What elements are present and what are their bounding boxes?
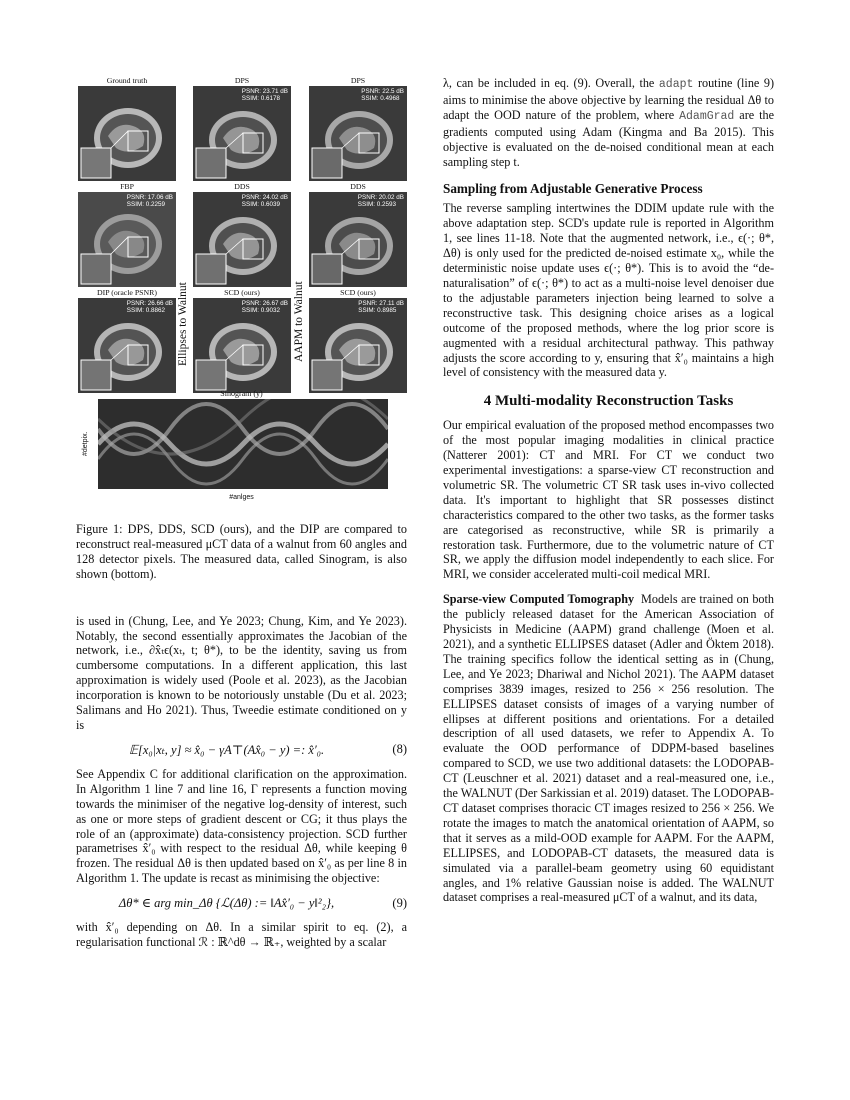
- right-paragraph-2: The reverse sampling intertwines the DDIM update rule with the above adaptation step. SCD's update rule is reported in Algorithm 1, see lines 11-18. Note that the augmented network, i.e., ϵ(·; θ*, Δθ) is only used for the predicted de-noised estimate x₀, while the deterministic noise update uses ϵ(·; θ*). This is to avoid the “de-naturalisation” of ϵ(·; θ*) to act as a multi-noise level denoiser due to the adjustable parameters injection being learned to solve a reconstructive task. This designing choice arises as a logical outcome of the proposed methods, where the log prior score is augmented with a residual architectural pathway. This pathway adjusts the score according to y, ensuring that x̂′₀ maintains a high level of consistency with the measured data y.: [443, 201, 774, 380]
- panel-dps-ellipses: [193, 76, 291, 181]
- walnut-image: [309, 192, 407, 287]
- walnut-image: [193, 86, 291, 181]
- psnr-value: PSNR: 20.02 dB: [357, 194, 404, 201]
- left-paragraph-1: is used in (Chung, Lee, and Ye 2023; Chung, Kim, and Ye 2023). Notably, the second essentially approximates the Jacobian of the network, i.e., ∂x̂ₜϵ(xₜ, t; θ*), to be the identity, saving us from cumbersome computations. In a different application, this last approximation is widely used (Poole et al. 2023), as the Jacobian incorporation is known to be notoriously unstable (Du et al. 2023; Salimans and Ho 2021). Thus, Tweedie estimate conditioned on y is: [76, 613, 407, 732]
- panel-title: DDS: [350, 182, 366, 191]
- code-adapt: adapt: [658, 78, 694, 91]
- section-heading-4: 4 Multi-modality Reconstruction Tasks: [483, 393, 734, 410]
- right-paragraph-4: [443, 592, 774, 905]
- left-paragraph-3: with x̂′₀ depending on Δθ. In a similar spirit to eq. (2), a regularisation functional ℛ : ℝ^dθ → ℝ₊, weighted by a scalar: [76, 920, 407, 950]
- panel-title: DDS: [234, 182, 250, 191]
- text-run: Models are trained on both the publicly released dataset for the American Association of Physicists in Medicine (AAPM) grand challenge (Moen et al. 2021), and a synthetic ELLIPSES dataset (Adler and Öktem 2018). The training specifics follow the identical setting as in (Chung, Lee, and Ye 2023; Dhariwal and Nichol 2021). The AAPM dataset comprises 3839 images, resized to 256 × 256 resolution. The ELLIPSES dataset consists of images of a varying number of ellipses at different positions and orientations. For a detailed description of all used datasets, we refer to Appendix A. To evaluate the OOD performance of DDPM-based baselines compared to SCD, we use two additional datasets: the LODOPAB-CT (Leuschner et al. 2021) dataset and a real-measured one, i.e., the WALNUT (Der Sarkissian et al. 2019) dataset. The LODOPAB-CT dataset comprises thoracic CT images resized to 256 × 256. We rotate the images to match the anatomical orientation of AAPM, so that it serves as a mild-OOD example for AAPM. For the AAPM, ELLIPSES, and LODOPAB-CT datasets, the measured data is simulated via a parallel-beam geometry using 60 equidistant angles, and 1% relative Gaussian noise is added. The WALNUT dataset comprises a real-measured μCT of a walnut, and its data,: [443, 592, 774, 905]
- runin-heading: Sparse-view Computed Tomography: [443, 592, 635, 607]
- walnut-image: [309, 298, 407, 393]
- panel-scd-ellipses: [193, 288, 291, 393]
- label-aapm-to-walnut: AAPM to Walnut: [293, 281, 305, 362]
- ssim-value: SSIM: 0.8985: [358, 307, 397, 315]
- walnut-image: [193, 192, 291, 287]
- figure-caption: Figure 1: DPS, DDS, SCD (ours), and the DIP are compared to reconstruct real-measured μCT data of a walnut from 60 angles and 128 detector pixels. The measured data, called Sinogram, is also shown (bottom).: [76, 522, 407, 581]
- panel-title: SCD (ours): [224, 288, 260, 297]
- text-run: routine (line 9) aims to minimise the above objective by learning the residual Δθ to adapt the OOD nature of the problem, where: [443, 76, 775, 122]
- sinogram-image: [98, 399, 388, 489]
- metric-readout: [242, 88, 288, 103]
- metric-readout: [127, 300, 173, 315]
- equation-8-number: (8): [392, 742, 407, 757]
- sinogram-ylabel: #detpix.: [82, 431, 89, 456]
- panel-title: DPS: [234, 76, 250, 85]
- ssim-value: SSIM: 0.8862: [126, 307, 165, 315]
- equation-9: [76, 895, 407, 911]
- metric-readout: [361, 88, 404, 103]
- ssim-value: SSIM: 0.9032: [241, 307, 280, 315]
- panel-title: FBP: [120, 182, 134, 191]
- metric-readout: [242, 194, 288, 209]
- walnut-slice-icon: [78, 86, 176, 181]
- metric-readout: [358, 300, 404, 315]
- walnut-image: [78, 298, 176, 393]
- psnr-value: PSNR: 17.06 dB: [126, 194, 173, 201]
- panel-title: Ground truth: [106, 76, 148, 85]
- panel-fbp: [78, 182, 176, 287]
- panel-title: DIP (oracle PSNR): [97, 288, 157, 297]
- psnr-value: PSNR: 24.02 dB: [241, 194, 288, 201]
- metric-readout: [242, 300, 288, 315]
- panel-dps-aapm: [309, 76, 407, 181]
- panel-title: SCD (ours): [340, 288, 376, 297]
- panel-scd-aapm: [309, 288, 407, 393]
- sinogram-icon: [98, 399, 388, 489]
- equation-9-number: (9): [392, 895, 407, 910]
- text-run: λ, can be included in eq. (9). Overall, the: [443, 76, 655, 90]
- ssim-value: SSIM: 0.2593: [357, 201, 396, 209]
- equation-8-body: 𝔼[x₀|xₜ, y] ≈ x̂₀ − γA⊤(Ax̂₀ − y) =: x̂′₀.: [128, 742, 325, 757]
- equation-9-body: Δθ* ∈ arg min_Δθ {ℒ(Δθ) := ‖Ax̂′₀ − y‖²₂},: [118, 896, 335, 911]
- metric-readout: [358, 194, 404, 209]
- walnut-image: [78, 192, 176, 287]
- walnut-image: [193, 298, 291, 393]
- ssim-value: SSIM: 0.6039: [241, 201, 280, 209]
- sinogram-xlabel: #anlges: [229, 494, 254, 501]
- ssim-value: SSIM: 0.2259: [126, 201, 165, 209]
- psnr-value: PSNR: 27.11 dB: [358, 300, 404, 307]
- right-column: [443, 76, 774, 905]
- label-ellipses-to-walnut: Ellipses to Walnut: [177, 282, 189, 366]
- metric-readout: [127, 194, 173, 209]
- left-column: [76, 76, 407, 950]
- panel-dds-aapm: [309, 182, 407, 287]
- text-run: are the gradients computed using Adam (Kingma and Ba 2015). This objective is evaluated on the de-noised conditional mean at each sampling step t.: [443, 107, 774, 169]
- subsection-heading-sampling: Sampling from Adjustable Generative Process: [443, 181, 703, 197]
- panel-ground-truth: [78, 76, 176, 181]
- walnut-image: [309, 86, 407, 181]
- psnr-value: PSNR: 26.67 dB: [241, 300, 288, 307]
- code-adamgrad: AdamGrad: [679, 109, 735, 123]
- psnr-value: PSNR: 23.71 dB: [241, 88, 288, 95]
- panel-title: DPS: [350, 76, 366, 85]
- walnut-image: [78, 86, 176, 181]
- left-paragraph-2: See Appendix C for additional clarification on the approximation. In Algorithm 1 line 7 and line 16, Γ represents a function moving towards the minimiser of the negative log-density of interest, such as one or more steps of gradient descent or CG; it thus plays the role of an (approximate) data-consistency projection. SCD further parametrises x̂′₀ with respect to the residual Δθ, while keeping θ frozen. The residual Δθ is then updated based on x̂′₀ as per line 8 in Algorithm 1. The update is recast as minimising the objective:: [76, 766, 407, 886]
- figure-1: [76, 76, 407, 506]
- psnr-value: PSNR: 26.66 dB: [126, 300, 173, 307]
- right-paragraph-1: [443, 76, 774, 169]
- panel-dds-ellipses: [193, 182, 291, 287]
- panel-dip: [78, 288, 176, 393]
- sinogram-title: Sinogram (y): [220, 389, 263, 398]
- equation-8: [76, 742, 407, 758]
- ssim-value: SSIM: 0.4968: [361, 95, 400, 103]
- ssim-value: SSIM: 0.6178: [241, 95, 280, 103]
- psnr-value: PSNR: 22.5 dB: [361, 88, 404, 95]
- right-paragraph-3: Our empirical evaluation of the proposed method encompasses two of the most popular imaging modalities in clinical practice (Natterer 2001): CT and MRI. For CT we conduct two experimental investigations: a sparse-view CT reconstruction and volumetric SR. The volumetric CT SR task uses in-vivo collected data. It's important to highlight that SR possesses distinct characteristics compared to the other two tasks, as the former tasks are categorised as reconstructive, while SR is primarily a restoration task. Furthermore, due to the volumetric nature of CT SR, we apply the diffusion model independently to each slice. For MRI, we consider accelerated multi-coil medical MRI.: [443, 418, 774, 582]
